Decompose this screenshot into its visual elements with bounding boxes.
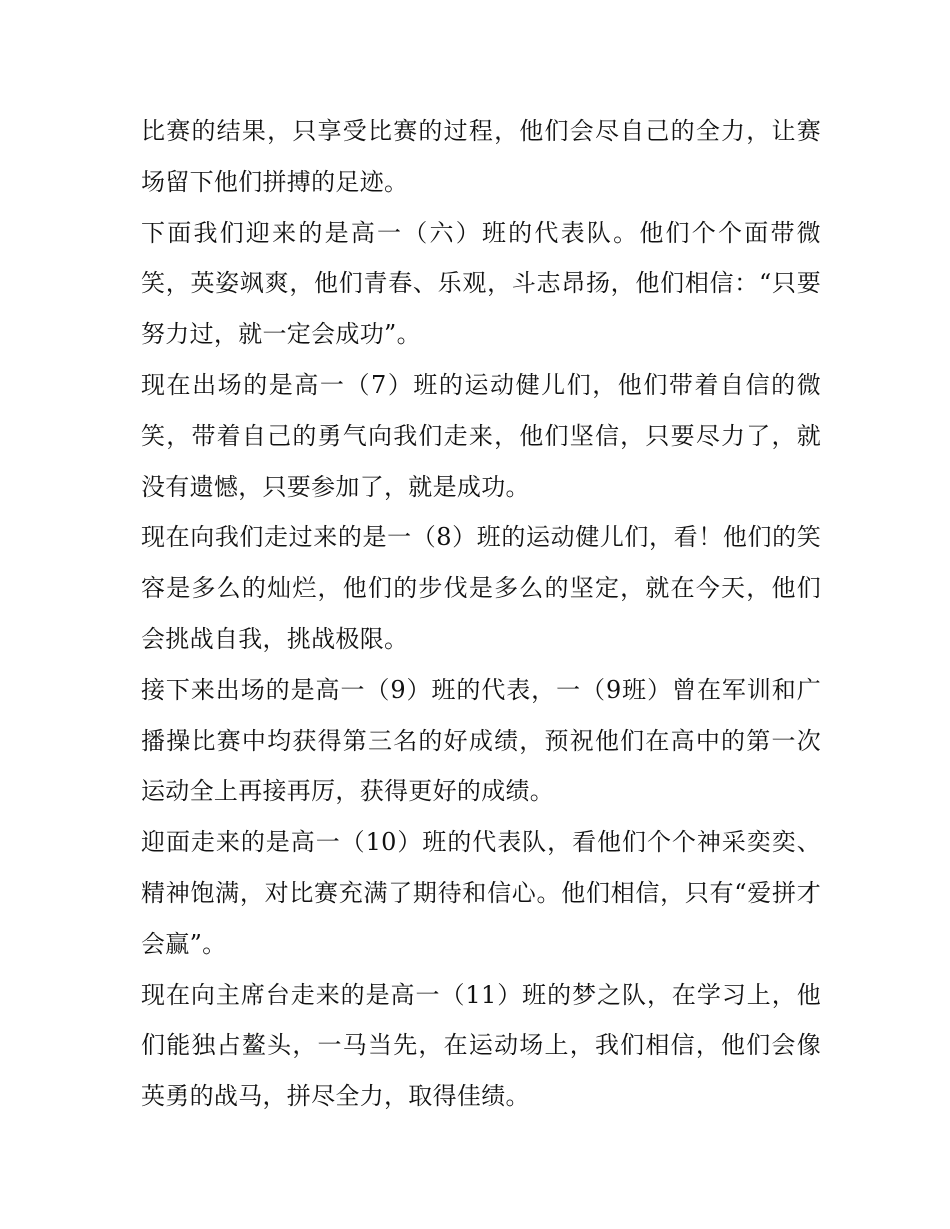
paragraph-6: 迎面走来的是高一（10）班的代表队，看他们个个神采奕奕、精神饱满，对比赛充满了期待和信心。他们相信，只有“爱拼才会赢”。: [141, 828, 821, 958]
paragraph-4: 现在向我们走过来的是一（8）班的运动健儿们，看！他们的笑容是多么的灿烂，他们的步伐是多么的坚定，就在今天，他们会挑战自我，挑战极限。: [141, 523, 821, 653]
paragraph-7: 现在向主席台走来的是高一（11）班的梦之队，在学习上，他们能独占鳌头，一马当先，在运动场上，我们相信，他们会像英勇的战马，拼尽全力，取得佳绩。: [141, 980, 821, 1111]
paragraph-2: 下面我们迎来的是高一（六）班的代表队。他们个个面带微笑，英姿飒爽，他们青春、乐观，斗志昂扬，他们相信：“只要努力过，就一定会成功”。: [141, 218, 821, 349]
paragraph-1: 比赛的结果，只享受比赛的过程，他们会尽自己的全力，让赛场留下他们拼搏的足迹。: [141, 117, 821, 196]
paragraph-5: 接下来出场的是高一（9）班的代表，一（9班）曾在军训和广播操比赛中均获得第三名的好成绩，预祝他们在高中的第一次运动全上再接再厉，获得更好的成绩。: [141, 675, 821, 806]
document-body: [141, 106, 821, 1122]
paragraph-3: 现在出场的是高一（7）班的运动健儿们，他们带着自信的微笑，带着自己的勇气向我们走来，他们坚信，只要尽力了，就没有遗憾，只要参加了，就是成功。: [141, 370, 821, 501]
